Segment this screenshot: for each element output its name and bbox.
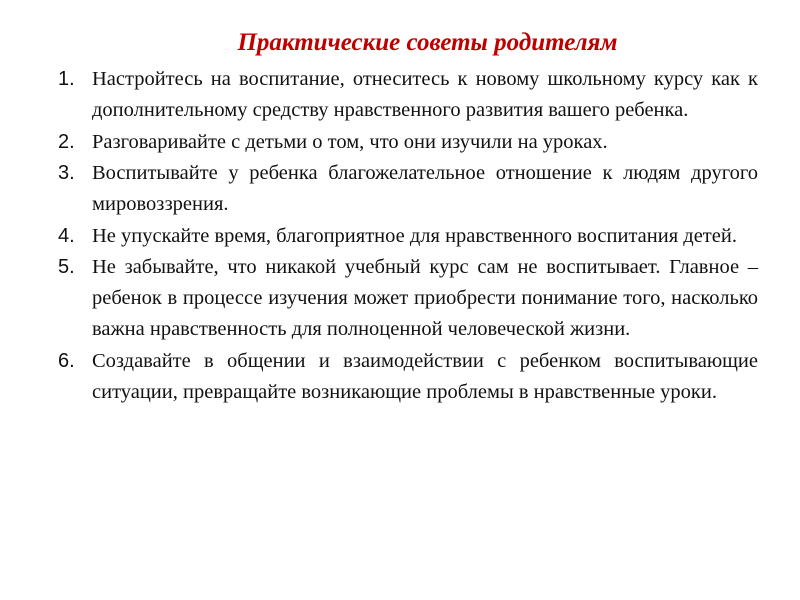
list-item-number: 3. [58, 162, 75, 184]
list-item [58, 158, 758, 220]
list-item-number: 6. [58, 349, 75, 372]
list-item-text: Воспитывайте у ребенка благожелательное отношение к людям другого мировоззрения. [92, 162, 758, 215]
list-item [58, 221, 758, 252]
list-item [58, 346, 758, 408]
slide-title: Практические советы родителям [237, 29, 618, 56]
list-item-text: Создавайте в общении и взаимодействии с ребенком воспитывающие ситуации, превращайте возникающие проблемы в нравственные уроки. [92, 349, 758, 403]
list-item-number: 1. [58, 68, 75, 90]
list-item-text: Разговаривайте с детьми о том, что они изучили на уроках. [92, 130, 608, 153]
list-item-number: 4. [58, 224, 75, 247]
list-item [58, 127, 758, 158]
list-item-text: Не упускайте время, благоприятное для нравственного воспитания детей. [92, 224, 737, 247]
list-item-number: 5. [58, 256, 75, 278]
list-item-text: Не забывайте, что никакой учебный курс сам не воспитывает. Главное – ребенок в процессе изучения может приобрести понимание того, насколько важна нравственность для полноценной человеческой жизни. [92, 256, 758, 340]
list-item [58, 64, 758, 126]
list-item-number: 2. [58, 130, 75, 153]
list-item-text: Настройтесь на воспитание, отнеситесь к новому школьному курсу как к дополнительному средству нравственного развития вашего ребенка. [92, 68, 758, 121]
list-item [58, 252, 758, 345]
advice-list [58, 64, 758, 408]
